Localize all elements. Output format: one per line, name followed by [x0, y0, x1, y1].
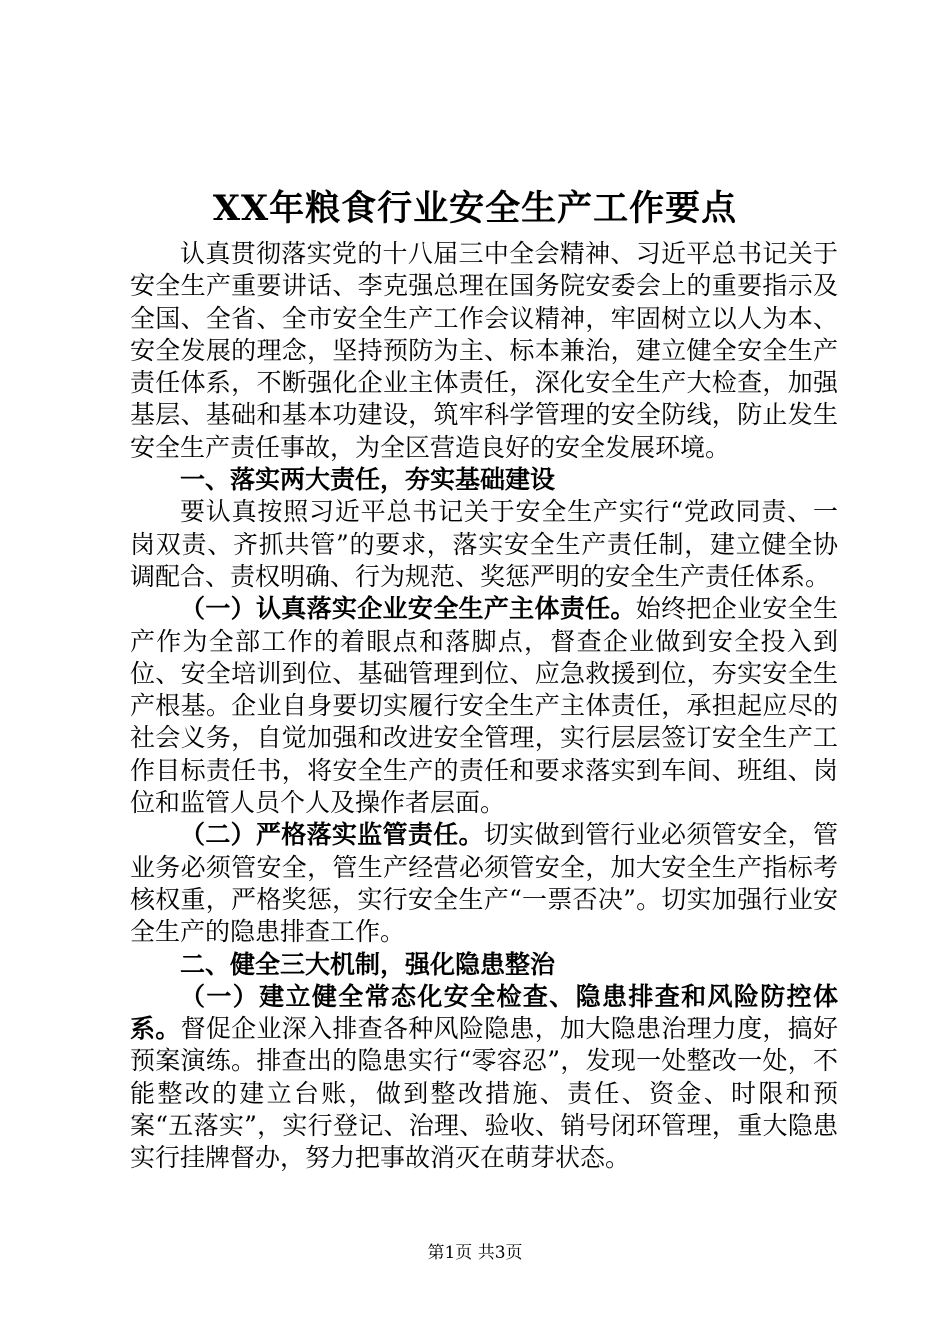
section-2-item-1 [130, 981, 838, 1175]
section-2-item-1-lead: （一）建立健全常态化安全检查、隐患排查和风险防控体系。 [130, 981, 838, 1044]
section-1-paragraph: 要认真按照习近平总书记关于安全生产实行“党政同责、一岗双责、齐抓共管”的要求，落实安全生产责任制，建立健全协调配合、责权明确、行为规范、奖惩严明的安全生产责任体系。 [130, 497, 838, 591]
document-title: XX年粮食行业安全生产工作要点 [212, 188, 738, 229]
section-2-item-1-body: 督促企业深入排查各种风险隐患，加大隐患治理力度，搞好预案演练。排查出的隐患实行“零容忍”，发现一处整改一处，不能整改的建立台账，做到整改措施、责任、资金、时限和预案“五落实”，实行登记、治理、验收、销号闭环管理，重大隐患实行挂牌督办，努力把事故消灭在萌芽状态。 [130, 1014, 838, 1173]
intro-paragraph: 认真贯彻落实党的十八届三中全会精神、习近平总书记关于安全生产重要讲话、李克强总理在国务院安委会上的重要指示及全国、全省、全市安全生产工作会议精神，牢固树立以人为本、安全发展的理念，坚持预防为主、标本兼治，建立健全安全生产责任体系，不断强化企业主体责任，深化安全生产大检查，加强基层、基础和基本功建设，筑牢科学管理的安全防线，防止发生安全生产责任事故，为全区营造良好的安全发展环境。 [130, 239, 838, 462]
section-1-item-1 [130, 593, 838, 819]
document-body [130, 238, 838, 1175]
section-1-item-2 [130, 819, 838, 948]
section-1-heading: 一、落实两大责任，夯实基础建设 [180, 465, 556, 495]
section-1-item-2-body: 切实做到管行业必须管安全，管业务必须管安全，管生产经营必须管安全，加大安全生产指标考核权重，严格奖惩，实行安全生产“一票否决”。切实加强行业安全生产的隐患排查工作。 [130, 820, 838, 947]
section-1-item-2-lead: （二）严格落实监管责任。 [180, 820, 484, 850]
section-1-item-1-body: 始终把企业安全生产作为全部工作的着眼点和落脚点，督查企业做到安全投入到位、安全培训到位、基础管理到位、应急救援到位，夯实安全生产根基。企业自身要切实履行安全生产主体责任，承担起应尽的社会义务，自觉加强和改进安全管理，实行层层签订安全生产工作目标责任书，将安全生产的责任和要求落实到车间、班组、岗位和监管人员个人及操作者层面。 [130, 594, 838, 818]
section-1-item-1-lead: （一）认真落实企业安全生产主体责任。 [180, 594, 636, 624]
section-2-heading: 二、健全三大机制，强化隐患整治 [180, 949, 556, 979]
page-number-footer: 第1页 共3页 [427, 1243, 523, 1263]
